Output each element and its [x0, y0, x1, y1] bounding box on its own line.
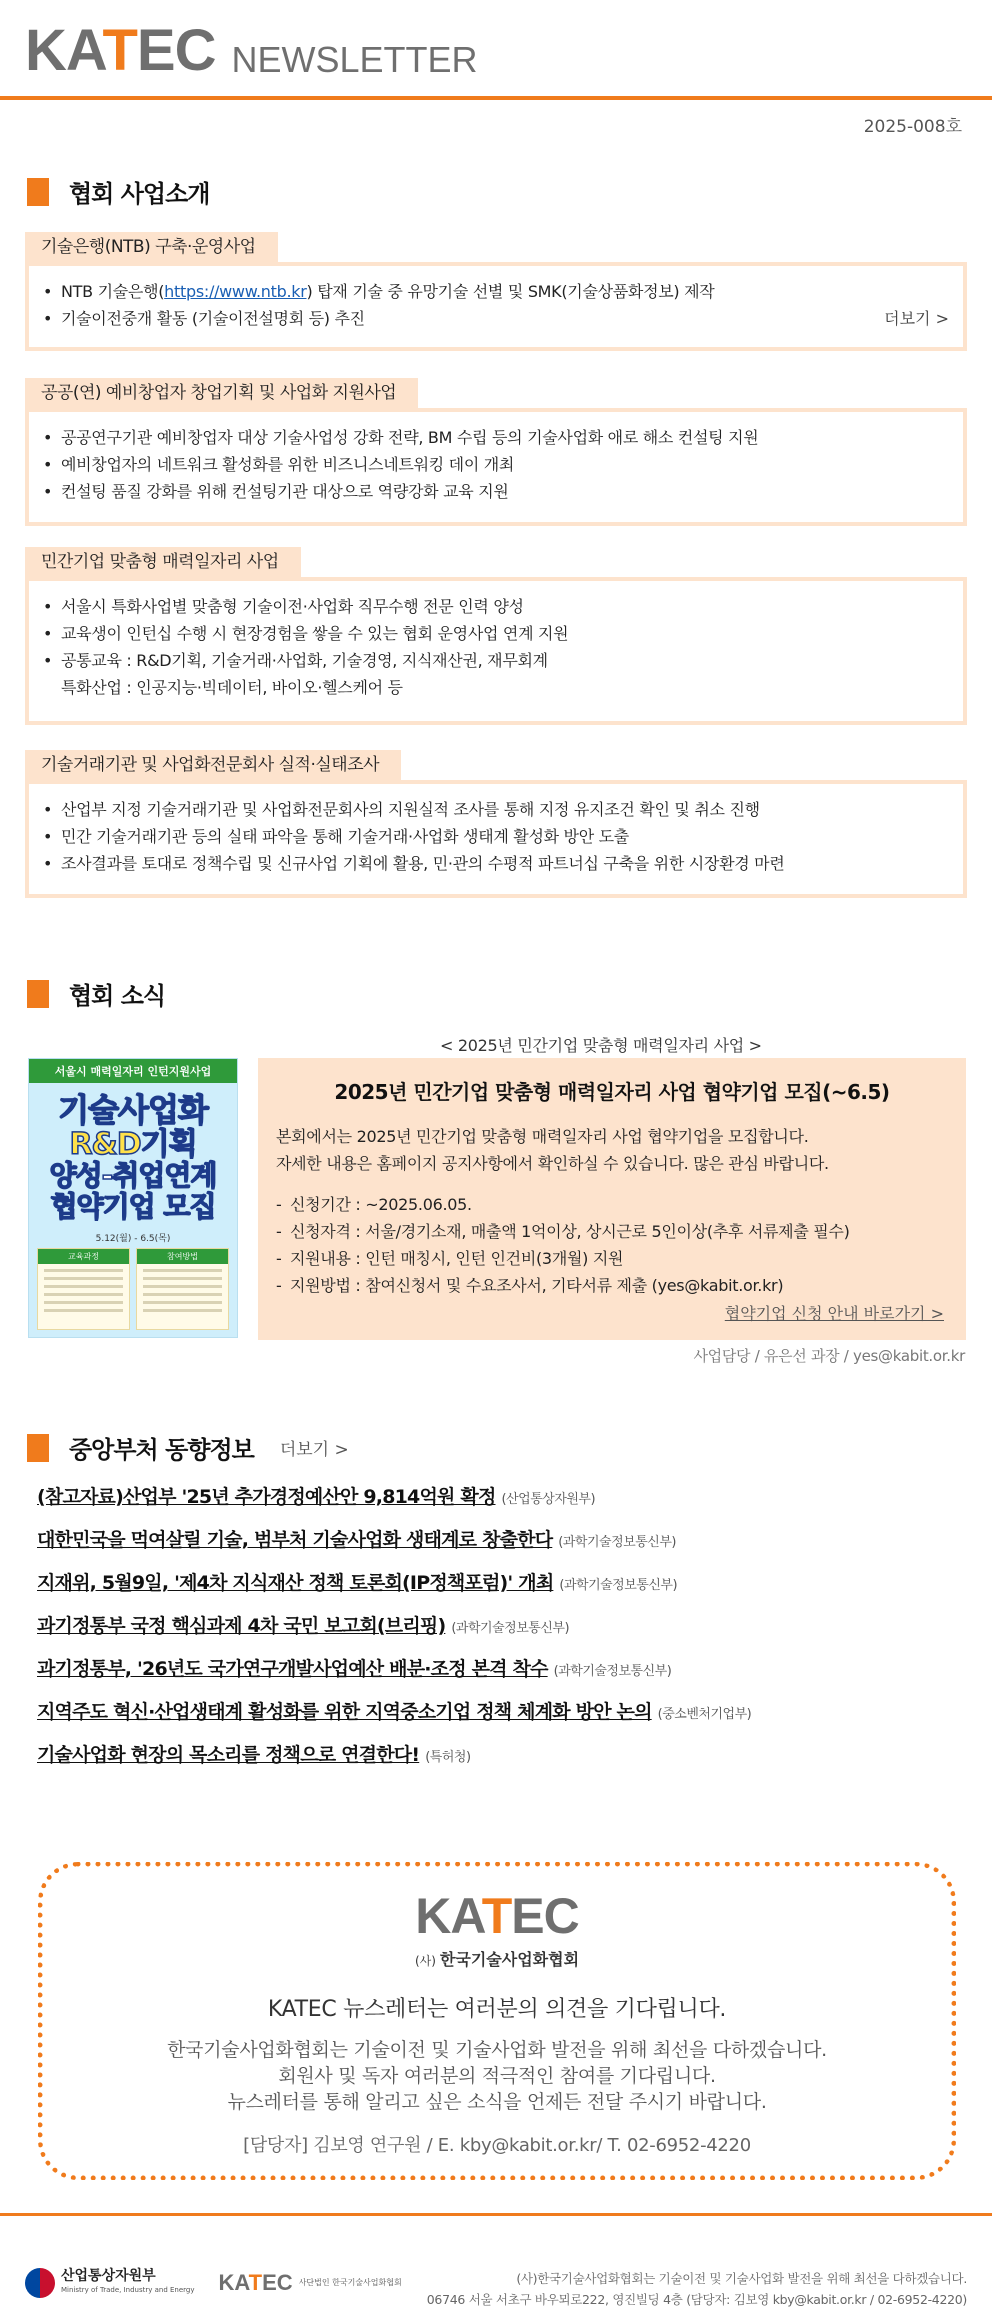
biz-section-jobs [25, 547, 967, 725]
detail-item: - 지원내용 : 인턴 매칭시, 인턴 인건비(3개월) 지원 [276, 1249, 624, 1268]
news-source: (특허청) [425, 1750, 471, 1765]
news-source: (산업통상자원부) [501, 1492, 596, 1507]
poster-line: 양성-취업연계 [49, 1159, 217, 1193]
ministry-news-list [37, 1482, 957, 1783]
announcement-title: 2025년 민간기업 맞춤형 매력일자리 사업 협약기업 모집(~6.5) [334, 1080, 890, 1104]
poster-column: 교육과정 [37, 1248, 130, 1330]
list-item: • 컨설팅 품질 강화를 위해 컨설팅기관 대상으로 역량강화 교육 지원 [43, 482, 509, 501]
news-source: (과학기술정보통신부) [559, 1578, 678, 1593]
biz-tab-label: 공공(연) 예비창업자 창업기획 및 사업화 지원사업 [25, 378, 418, 408]
biz-tab-label: 기술거래기관 및 사업화전문회사 실적·실태조사 [25, 750, 401, 780]
issue-number: 2025-008호 [863, 117, 962, 137]
section-title-ministry: 중앙부처 동향정보 더보기 > [27, 1430, 349, 1465]
feedback-heading: KATEC 뉴스레터는 여러분의 의견을 기다립니다. [267, 1997, 727, 2022]
list-item: • 공통교육 : R&D기획, 기술거래·사업화, 기술경영, 지식재산권, 재무회계 [43, 651, 548, 670]
katec-logo: KATEC [415, 1888, 579, 1944]
announcement-intro: 본회에서는 2025년 민간기업 맞춤형 매력일자리 사업 협약기업을 모집합니다. 자세한 내용은 홈페이지 공지사항에서 확인하실 수 있습니다. 많은 관심 바랍니다. [276, 1127, 829, 1173]
section-marker-icon [27, 980, 49, 1008]
list-item [37, 1482, 957, 1525]
news-source: (과학기술정보통신부) [451, 1621, 570, 1636]
list-item [37, 1740, 957, 1783]
poster-line: 기술사업화 [58, 1091, 208, 1129]
poster-line: 협약기업 모집 [50, 1189, 216, 1223]
poster-line: R&D기획 [69, 1127, 197, 1163]
section-title-news: 협회 소식 [27, 976, 165, 1011]
katec-newsletter-logo[interactable] [25, 18, 967, 83]
biz-box [25, 408, 967, 526]
news-caption: < 2025년 민간기업 맞춤형 매력일자리 사업 > [440, 1036, 762, 1055]
list-item [37, 1697, 957, 1740]
news-link[interactable]: 지역주도 혁신·산업생태계 활성화를 위한 지역중소기업 정책 체계화 방안 논의 [37, 1701, 652, 1723]
detail-item: - 신청기간 : ~2025.06.05. [276, 1195, 472, 1214]
list-item: 특화산업 : 인공지능·빅데이터, 바이오·헬스케어 등 [61, 678, 403, 697]
business-contact: 사업담당 / 유은선 과장 / yes@kabit.or.kr [693, 1347, 965, 1365]
more-button-ntb[interactable]: 더보기 > [884, 309, 949, 328]
list-item [37, 1525, 957, 1568]
list-item [37, 1611, 957, 1654]
newsletter-wordmark: NEWSLETTER [231, 39, 478, 80]
apply-guide-link[interactable]: 협약기업 신청 안내 바로가기 > [724, 1304, 944, 1323]
detail-item: - 신청자격 : 서울/경기소재, 매출액 1억이상, 상시근로 5인이상(추후 서류제출 필수) [276, 1222, 850, 1241]
list-item: • 기술이전중개 활동 (기술이전설명회 등) 추진 [43, 309, 365, 328]
more-button-ministry[interactable]: 더보기 > [279, 1440, 349, 1460]
biz-section-ntb [25, 232, 967, 351]
ntb-link[interactable]: https://www.ntb.kr [164, 282, 307, 301]
list-item: • 산업부 지정 기술거래기관 및 사업화전문회사의 지원실적 조사를 통해 지정 유지조건 확인 및 취소 진행 [43, 800, 760, 819]
feedback-contact: [담당자] 김보영 연구원 / E. kby@kabit.or.kr/ T. 02-6952-4220 [243, 2135, 751, 2156]
list-item: • 교육생이 인턴십 수행 시 현장경험을 쌓을 수 있는 협회 운영사업 연계 지원 [43, 624, 569, 643]
list-item: • 조사결과를 토대로 정책수립 및 신규사업 기획에 활용, 민·관의 수평적 파트너십 구축을 위한 시장환경 마련 [43, 854, 785, 873]
news-link[interactable]: 지재위, 5월9일, '제4차 지식재산 정책 토론회(IP정책포럼)' 개최 [37, 1572, 554, 1594]
footer-logos [25, 2268, 402, 2298]
katec-footer-logo[interactable]: KATEC 사단법인 한국기술사업화협회 [218, 2270, 402, 2295]
section-marker-icon [27, 1434, 49, 1462]
news-source: (과학기술정보통신부) [553, 1664, 672, 1679]
footer-info: (사)한국기술사업화협회는 기술이전 및 기술사업화 발전을 위해 최선을 다하겠습니다. 06746 서울 서초구 바우뫼로222, 영진빌딩 4층 (담당자: 김보영 kby@kabit.or.kr / 02-6952-4220) [426, 2271, 967, 2307]
poster-column: 참여방법 [136, 1248, 229, 1330]
list-item: • 서울시 특화사업별 맞춤형 기술이전·사업화 직무수행 전문 인력 양성 [43, 597, 524, 616]
list-item [37, 1654, 957, 1697]
recruitment-poster-image[interactable] [28, 1058, 238, 1338]
biz-box [25, 780, 967, 898]
news-announcement-box [258, 1058, 966, 1340]
list-item: • NTB 기술은행(https://www.ntb.kr) 탑재 기술 중 유망기술 선별 및 SMK(기술상품화정보) 제작 [43, 282, 715, 301]
list-item: • 공공연구기관 예비창업자 대상 기술사업성 강화 전략, BM 수립 등의 기술사업화 애로 해소 컨설팅 지원 [43, 428, 759, 447]
org-name: (사) 한국기술사업화협회 [414, 1950, 580, 1969]
motie-logo[interactable]: 산업통상자원부 Ministry of Trade, Industry and Energy [25, 2268, 195, 2298]
list-item [37, 1568, 957, 1611]
section-marker-icon [27, 178, 49, 206]
biz-tab-label: 민간기업 맞춤형 매력일자리 사업 [25, 547, 301, 577]
footer [0, 2213, 992, 2315]
katec-logo: KATEC [25, 18, 216, 83]
news-link[interactable]: 대한민국을 먹여살릴 기술, 범부처 기술사업화 생태계로 창출한다 [37, 1529, 553, 1551]
news-link[interactable]: (참고자료)산업부 '25년 추가경정예산안 9,814억원 확정 [37, 1486, 496, 1508]
list-item: • 예비창업자의 네트워크 활성화를 위한 비즈니스네트워킹 데이 개최 [43, 455, 515, 474]
biz-tab-label: 기술은행(NTB) 구축·운영사업 [25, 232, 278, 262]
biz-box [25, 577, 967, 725]
section-title-intro: 협회 사업소개 [27, 174, 209, 209]
news-link[interactable]: 과기정통부 국정 핵심과제 4차 국민 보고회(브리핑) [37, 1615, 446, 1637]
news-source: (과학기술정보통신부) [558, 1535, 676, 1550]
biz-section-startup [25, 378, 967, 526]
news-source: (중소벤처기업부) [657, 1707, 752, 1722]
feedback-message: 한국기술사업화협회는 기술이전 및 기술사업화 발전을 위해 최선을 다하겠습니다. 회원사 및 독자 여러분의 적극적인 참여를 기다립니다. 뉴스레터를 통해 알리고 싶은 소식을 언제든 전달 주시기 바랍니다. [167, 2039, 827, 2113]
poster-header: 서울시 매력일자리 인턴지원사업 [29, 1059, 237, 1083]
detail-item: - 지원방법 : 참여신청서 및 수요조사서, 기타서류 제출 (yes@kabit.or.kr) [276, 1276, 784, 1295]
news-link[interactable]: 과기정통부, '26년도 국가연구개발사업예산 배분·조정 본격 착수 [37, 1658, 548, 1680]
list-item: • 민간 기술거래기관 등의 실태 파악을 통해 기술거래·사업화 생태계 활성화 방안 도출 [43, 827, 629, 846]
poster-date: 5.12(월) - 6.5(목) [95, 1233, 171, 1244]
newsletter-header [0, 0, 992, 100]
feedback-box [38, 1862, 956, 2180]
biz-box [25, 262, 967, 351]
biz-section-survey [25, 750, 967, 898]
taeguk-icon [25, 2268, 55, 2298]
news-link[interactable]: 기술사업화 현장의 목소리를 정책으로 연결한다! [37, 1744, 420, 1766]
